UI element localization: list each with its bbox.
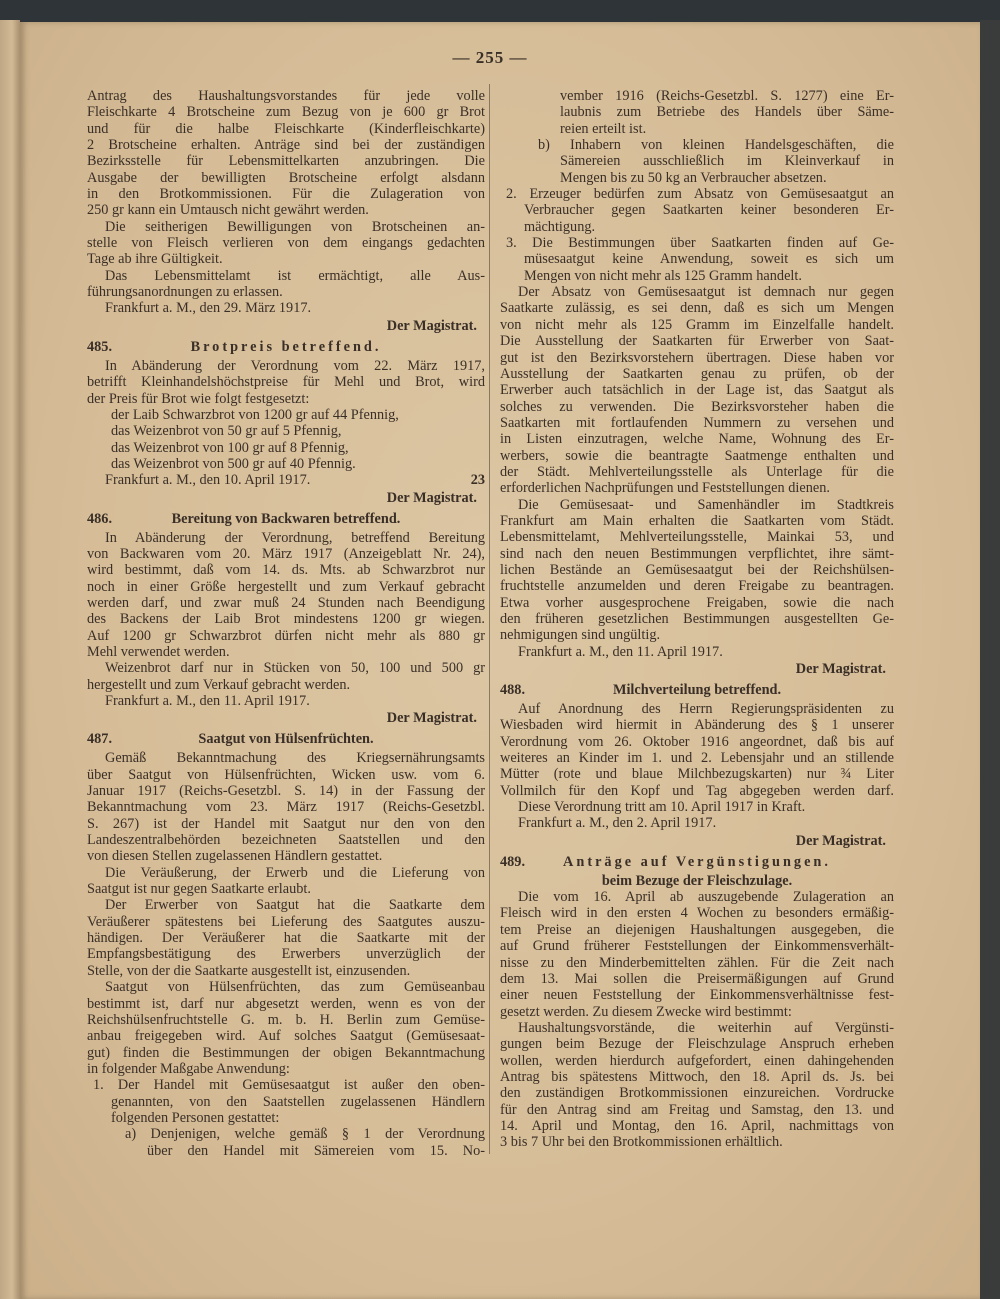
text-line: des Backens der Laib Brot mindestens 1200 gr wiegen. bbox=[87, 611, 485, 628]
text-line: Verordnung vom 26. Oktober 1916 angeordnet, daß bis auf bbox=[500, 733, 894, 750]
text-line: stelle von Fleisch verlieren von dem eingangs gedachten bbox=[87, 235, 485, 252]
text-line: noch in einer Größe hergestellt und zum Verkauf gebracht bbox=[87, 578, 485, 595]
section-heading bbox=[500, 851, 894, 873]
text-line: nehmigungen sind ungültig. bbox=[500, 627, 661, 644]
text-line: wird bestimmt, daß vom 14. ds. Mts. ab Schwarzbrot nur bbox=[87, 562, 485, 579]
text-line-content: Frankfurt a. M., den 10. April 1917. bbox=[105, 472, 311, 489]
text-line: der Städt. Mehlverteilungsstelle als Unterlage für die bbox=[500, 463, 894, 480]
text-line: S. 267) ist der Handel mit Saatgut nur den von den bbox=[87, 815, 485, 832]
text-line: lichen Bestände an Gemüsesaatgut bei der Reichshülsen- bbox=[500, 561, 894, 578]
text-line: Saatgut von Hülsenfrüchten, das zum Gemüseanbau bbox=[105, 979, 485, 996]
text-line: über Saatgut von Hülsenfrüchten, Wicken usw. vom 6. bbox=[87, 766, 485, 783]
text-line: 1. Der Handel mit Gemüsesaatgut ist außer den oben- bbox=[93, 1077, 485, 1094]
text-line: Bezirksstelle für Lebensmittelkarten anzubringen. Die bbox=[87, 153, 485, 170]
text-line: Mengen von nicht mehr als 125 Gramm handelt. bbox=[524, 267, 802, 284]
signature-line: Der Magistrat. bbox=[386, 317, 477, 334]
left-column bbox=[87, 88, 485, 1159]
text-line: Antrag bis spätestens Mittwoch, den 18. April ds. Js. bei bbox=[500, 1068, 894, 1085]
text-line: Mengen bis zu 50 kg an Verbraucher absetzen. bbox=[560, 169, 827, 186]
column-divider bbox=[489, 84, 490, 1154]
text-line: Fleisch wird in den ersten 4 Wochen zu besonders ermäßig- bbox=[500, 905, 894, 922]
text-line: über den Handel mit Sämereien vom 15. No- bbox=[147, 1142, 485, 1159]
text-line: der Preis für Brot wie folgt festgesetzt: bbox=[87, 390, 310, 407]
text-line: Lebensmittelamt, Mehlverteilungsstelle, Mainkai 53, und bbox=[500, 529, 894, 546]
text-line: gut) finden die Bestimmungen der obigen Bekanntmachung bbox=[87, 1044, 485, 1061]
text-line: 14. April und Montag, den 16. April, nachmittags von bbox=[500, 1117, 894, 1134]
text-line: Gemäß Bekanntmachung des Kriegsernährungsamts bbox=[105, 750, 485, 767]
text-line: für den Antrag sind am Freitag und Samstag, den 13. und bbox=[500, 1101, 894, 1118]
text-line: von diesen Stellen zugelassenen Händlern gestattet. bbox=[87, 848, 383, 865]
text-line: händigen. Der Veräußerer hat die Saatkarte mit der bbox=[87, 930, 485, 947]
text-line: Reichshülsenfruchtstelle G. m. b. H. Berlin zum Gemüse- bbox=[87, 1011, 485, 1028]
section-heading bbox=[87, 728, 485, 750]
text-line: folgenden Personen gestattet: bbox=[111, 1109, 280, 1126]
text-line: Sämereien ausschließlich im Kleinverkauf in bbox=[560, 153, 894, 170]
text-line: Saatgut ist nur gegen Saatkarte erlaubt. bbox=[87, 881, 311, 898]
text-line: Ausstellung der Saatkarten genau zu prüfen, ob der bbox=[500, 365, 894, 382]
text-line: Frankfurt a. M., den 11. April 1917. bbox=[518, 643, 723, 660]
text-line: den zuständigen Brotkommissionen einzureichen. Vordrucke bbox=[500, 1085, 894, 1102]
section-title: Anträge auf Vergünstigungen. bbox=[563, 853, 831, 870]
signature-line: Der Magistrat. bbox=[795, 832, 886, 849]
section-heading bbox=[87, 336, 485, 358]
text-line: Saatkarte zulässig, es sei denn, daß es sich um Mengen bbox=[500, 300, 894, 317]
page-number: — 255 — bbox=[452, 48, 528, 67]
text-line: bestimmt ist, darf nur abgesetzt werden, wenn es von der bbox=[87, 995, 485, 1012]
text-line: und für die halbe Fleischkarte (Kinderfleischkarte) bbox=[87, 120, 485, 137]
text-line: In Abänderung der Verordnung vom 22. März 1917, bbox=[105, 357, 485, 374]
section-title: Milchverteilung betreffend. bbox=[612, 682, 782, 699]
text-line: in den Brotkommissionen. Für die Zulageration von bbox=[87, 186, 485, 203]
section-subtitle: beim Bezuge der Fleischzulage. bbox=[601, 872, 793, 889]
text-line: Erwerber auch tatsächlich in der Lage ist, das Saatgut als bbox=[500, 382, 894, 399]
text-line: Der Absatz von Gemüsesaatgut ist demnach nur gegen bbox=[518, 284, 894, 301]
text-line: a) Denjenigen, welche gemäß § 1 der Verordnung bbox=[125, 1126, 485, 1143]
text-line: Bekanntmachung vom 23. März 1917 (Reichs-Gesetzbl. bbox=[87, 799, 485, 816]
text-line: sind nach den neuen Bestimmungen verpflichtet, ihre sämt- bbox=[500, 545, 894, 562]
text-line: Mehl verwendet werden. bbox=[87, 643, 230, 660]
text-line: Empfangsbestätigung des Erwerbers unverzüglich der bbox=[87, 946, 485, 963]
text-line: in folgender Maßgabe Anwendung: bbox=[87, 1060, 290, 1077]
text-line: Januar 1917 (Reichs-Gesetzbl. S. 14) in der Fassung der bbox=[87, 783, 485, 800]
text-line: von Backwaren vom 20. März 1917 (Anzeigeblatt Nr. 24), bbox=[87, 545, 485, 562]
text-line: Saatkarten mit fortlaufenden Nummern zu versehen und bbox=[500, 414, 894, 431]
text-line: weiteres an Kinder im 1. und 2. Lebensjahr und an stillende bbox=[500, 750, 894, 767]
text-line: Stelle, von der die Saatkarte ausgestellt ist, einzusenden. bbox=[87, 962, 411, 979]
text-line: Wiesbaden wird hiermit in Abänderung des § 1 unserer bbox=[500, 717, 894, 734]
text-line: laubnis zum Betriebe des Handels über Säme- bbox=[560, 104, 894, 121]
text-line: Etwa vorher ausgesprochene Freigaben, sowie die nach bbox=[500, 594, 894, 611]
signature-line: Der Magistrat. bbox=[795, 661, 886, 678]
text-line: Antrag des Haushaltungsvorstandes für jede volle bbox=[87, 88, 485, 104]
text-line: dem 13. Mai sollen die Preisermäßigungen auf Grund bbox=[500, 970, 894, 987]
text-line: Vollmilch für den Kopf und Tag abgegeben werden darf. bbox=[500, 782, 894, 799]
text-line: Diese Verordnung tritt am 10. April 1917 in Kraft. bbox=[518, 799, 806, 816]
text-line: vember 1916 (Reichs-Gesetzbl. S. 1277) eine Er- bbox=[560, 88, 894, 104]
section-heading bbox=[87, 508, 485, 530]
text-line bbox=[87, 472, 485, 488]
text-line: Tage ab ihre Gültigkeit. bbox=[87, 251, 223, 268]
right-column bbox=[500, 88, 894, 1151]
section-title: Brotpreis betreffend. bbox=[190, 338, 382, 355]
text-line: von nicht mehr als 125 Gramm im Einzelfalle handelt. bbox=[500, 316, 894, 333]
text-line: Die Gemüsesaat- und Samenhändler im Stadtkreis bbox=[518, 496, 894, 513]
text-line: werbers, sowie die beantragte Saatmenge enthalten und bbox=[500, 447, 894, 464]
text-line: Frankfurt a. M., den 29. März 1917. bbox=[105, 300, 312, 317]
section-number: 487. bbox=[87, 731, 113, 748]
text-line: Weizenbrot darf nur in Stücken von 50, 100 und 500 gr bbox=[105, 660, 485, 677]
section-heading bbox=[500, 679, 894, 701]
text-line: der Laib Schwarzbrot von 1200 gr auf 44 Pfennig, bbox=[111, 406, 399, 423]
text-line: Die Ausstellung der Saatkarten für Erwerber von Saat- bbox=[500, 333, 894, 350]
text-line: gesetzt werden. Zu diesem Zwecke wird bestimmt: bbox=[500, 1003, 792, 1020]
text-line: solches zu verwenden. Die Bezirksvorsteher haben die bbox=[500, 398, 894, 415]
text-line: reien erteilt ist. bbox=[560, 120, 647, 137]
adjacent-page-edge bbox=[0, 20, 20, 1299]
text-line: gungen beim Bezuge der Fleischzulage Anspruch erheben bbox=[500, 1036, 894, 1053]
text-line: hergestellt und zum Verkauf gebracht werden. bbox=[87, 676, 351, 693]
text-line: tem Preise an diejenigen Haushaltungen ausgegeben, die bbox=[500, 921, 894, 938]
text-line: genannten, von den Saatstellen zugelassenen Händlern bbox=[111, 1093, 485, 1110]
text-line: Veräußerer spätestens bei Lieferung des Saatgutes auszu- bbox=[87, 913, 485, 930]
text-line: b) Inhabern von kleinen Handelsgeschäften, die bbox=[538, 137, 894, 154]
text-line: fruchtstelle anzumelden und deren Freigabe zu beantragen. bbox=[500, 578, 894, 595]
text-line: betrifft Kleinhandelshöchstpreise für Mehl und Brot, wird bbox=[87, 374, 485, 391]
text-line: In Abänderung der Verordnung, betreffend Bereitung bbox=[105, 529, 485, 546]
signature-line: Der Magistrat. bbox=[386, 710, 477, 727]
text-line: nisse zu den Minderbemittelten zählen. Für die Zeit nach bbox=[500, 954, 894, 971]
text-line: erforderlichen Nachprüfungen und Feststellungen dienen. bbox=[500, 480, 830, 497]
text-line: Auf Anordnung des Herrn Regierungspräsidenten zu bbox=[518, 701, 894, 718]
signature-line: Der Magistrat. bbox=[386, 489, 477, 506]
text-line: Die vom 16. April ab auszugebende Zulageration an bbox=[518, 889, 894, 906]
text-line: Frankfurt a. M., den 11. April 1917. bbox=[105, 693, 310, 709]
section-number: 485. bbox=[87, 338, 113, 355]
text-line: das Weizenbrot von 500 gr auf 40 Pfennig. bbox=[111, 455, 356, 472]
section-number: 489. bbox=[500, 853, 526, 870]
text-line: Die Veräußerung, der Erwerb und die Lieferung von bbox=[105, 864, 485, 881]
text-line: Das Lebensmittelamt ist ermächtigt, alle Aus- bbox=[105, 267, 485, 284]
text-line: 3. Die Bestimmungen über Saatkarten finden auf Ge- bbox=[506, 235, 894, 252]
text-line: Mütter (rote und blaue Milchbezugskarten) nur ¾ Liter bbox=[500, 766, 894, 783]
text-line: gut ist den Bezirksvorstehern übertragen. Diese haben vor bbox=[500, 349, 894, 366]
text-line: 2 Brotscheine erhalten. Anträge sind bei der zuständigen bbox=[87, 137, 485, 154]
text-line: werden darf, und zwar muß 24 Stunden nach Beendigung bbox=[87, 594, 485, 611]
text-line: Fleischkarte 4 Brotscheine zum Bezug von je 600 gr Brot bbox=[87, 104, 485, 121]
text-line: wollen, werden hierdurch aufgefordert, einen dahingehenden bbox=[500, 1052, 894, 1069]
text-line: führungsanordnungen zu erlassen. bbox=[87, 284, 283, 301]
text-line: Der Erwerber von Saatgut hat die Saatkarte dem bbox=[105, 897, 485, 914]
text-line: mächtigung. bbox=[524, 218, 596, 235]
section-title: Saatgut von Hülsenfrüchten. bbox=[198, 731, 374, 748]
text-line: Ausgabe der bewilligten Brotscheine erfolgt alsdann bbox=[87, 169, 485, 186]
text-line: Verbraucher gegen Saatkarten keiner besonderen Er- bbox=[524, 202, 894, 219]
margin-note: 23 bbox=[470, 472, 485, 489]
text-line: das Weizenbrot von 100 gr auf 8 Pfennig, bbox=[111, 439, 349, 456]
section-number: 486. bbox=[87, 510, 113, 527]
text-line: 3 bis 7 Uhr bei den Brotkommissionen erhältlich. bbox=[500, 1134, 783, 1151]
text-line: 250 gr kann ein Umtausch nicht gewährt werden. bbox=[87, 202, 369, 219]
text-line: Auf 1200 gr Schwarzbrot dürfen nicht mehr als 880 gr bbox=[87, 627, 485, 644]
section-number: 488. bbox=[500, 682, 526, 699]
section-title: Bereitung von Backwaren betreffend. bbox=[171, 510, 401, 527]
text-line: Die seitherigen Bewilligungen von Brotscheinen an- bbox=[105, 218, 485, 235]
text-line: müsesaatgut keine Anwendung, soweit es sich um bbox=[524, 251, 894, 268]
text-line: Frankfurt am Main erhalten die Saatkarten vom Städt. bbox=[500, 512, 894, 529]
text-line: in Listen einzutragen, welche Name, Wohnung des Er- bbox=[500, 431, 894, 448]
text-line: anbau freigegeben wird. Auf solches Saatgut (Gemüsesaat- bbox=[87, 1028, 485, 1045]
text-line: Haushaltungsvorstände, die weiterhin auf Vergünsti- bbox=[518, 1019, 894, 1036]
text-line: Landeszentralbehörden bezeichneten Saatstellen und den bbox=[87, 832, 485, 849]
book-cover-edge bbox=[980, 20, 1000, 1299]
text-line: Frankfurt a. M., den 2. April 1917. bbox=[518, 815, 717, 832]
text-line: einer neuen Feststellung der Einkommensverhältnisse fest- bbox=[500, 987, 894, 1004]
text-line: das Weizenbrot von 50 gr auf 5 Pfennig, bbox=[111, 423, 342, 440]
text-line: den früheren gesetzlichen Bestimmungen ausgestellten Ge- bbox=[500, 611, 894, 627]
text-line: auf Grund früherer Feststellungen der Einkommensverhält- bbox=[500, 938, 894, 955]
text-line: 2. Erzeuger bedürfen zum Absatz von Gemüsesaatgut an bbox=[506, 186, 894, 203]
